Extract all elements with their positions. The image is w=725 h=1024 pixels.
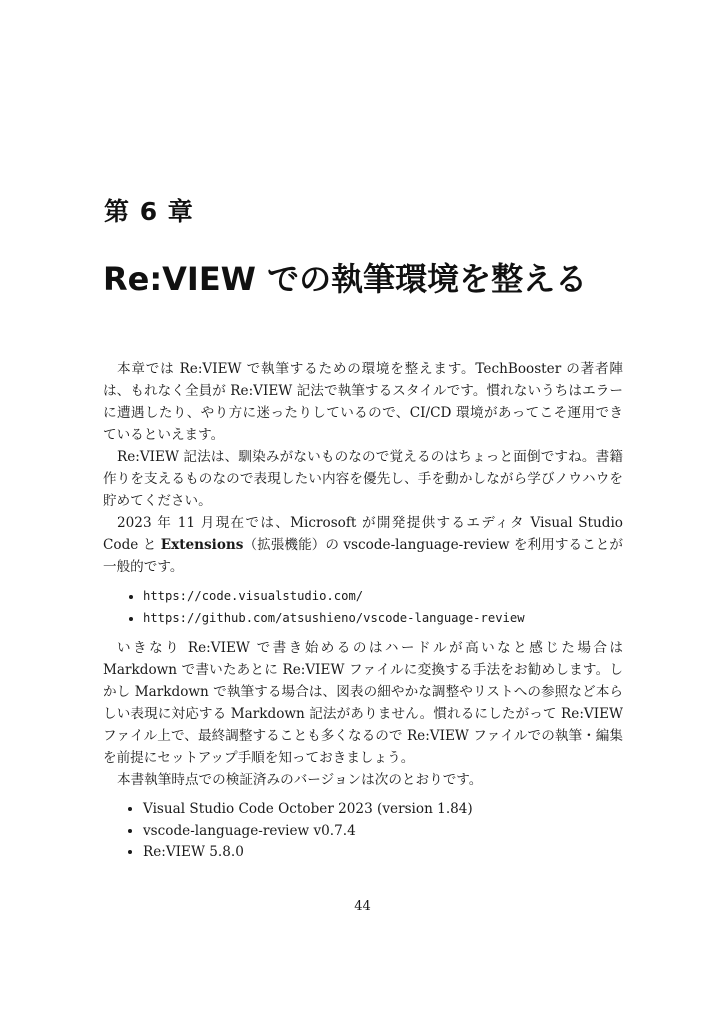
version-list: [103, 799, 623, 864]
chapter-number: 第 6 章: [104, 197, 194, 226]
extensions-term: Extensions: [160, 537, 244, 553]
paragraph-editor: [103, 512, 623, 578]
paragraph-editor-text-1: 2023 年 11 月現在では、Microsoft が開発提供するエディタ Visual Studio Code と: [103, 515, 623, 553]
url-list: [103, 586, 623, 629]
body-text: [103, 358, 623, 872]
paragraph-versions-intro: 本書執筆時点での検証済みのバージョンは次のとおりです。: [117, 772, 483, 788]
paragraph-markdown: いきなり Re:VIEW で書き始めるのはハードルが高いなと感じた場合は Markdown で書いたあとに Re:VIEW ファイルに変換する手法をお勧めします。しかし Markdown で執筆する場合は、図表の細やかな調整やリストへの参照など本らしい表現に対応する Markdown 記法がありません。慣れるにしたがって Re:VIEW ファイル上で、最終調整することも多くなるので Re:VIEW ファイルでの執筆・編集を前提にセットアップ手順を知っておきましょう。: [103, 640, 623, 766]
url-list-item: • https://code.visualstudio.com/: [143, 586, 623, 608]
paragraph-intro: 本章では Re:VIEW で執筆するための環境を整えます。TechBooster の著者陣は、もれなく全員が Re:VIEW 記法で執筆するスタイルです。慣れないうちはエラーに遭遇したり、やり方に迷ったりしているので、CI/CD 環境があってこそ運用できているといえます。: [103, 361, 623, 443]
version-list-item: • Visual Studio Code October 2023 (version 1.84): [143, 799, 623, 821]
version-list-item: • Re:VIEW 5.8.0: [143, 842, 623, 864]
paragraph-review-notation: Re:VIEW 記法は、馴染みがないものなので覚えるのはちょっと面倒ですね。書籍作りを支えるものなので表現したい内容を優先し、手を動かしながら学びノウハウを貯めてください。: [103, 449, 623, 509]
chapter-title: Re:VIEW での執筆環境を整える: [103, 260, 588, 298]
version-list-item: • vscode-language-review v0.7.4: [143, 821, 623, 843]
paragraph-editor-text-2: （拡張機能）の vscode-language-review を利用することが一般的です。: [103, 537, 623, 575]
url-list-item: • https://github.com/atsushieno/vscode-language-review: [143, 608, 623, 630]
page-number: 44: [354, 899, 371, 914]
